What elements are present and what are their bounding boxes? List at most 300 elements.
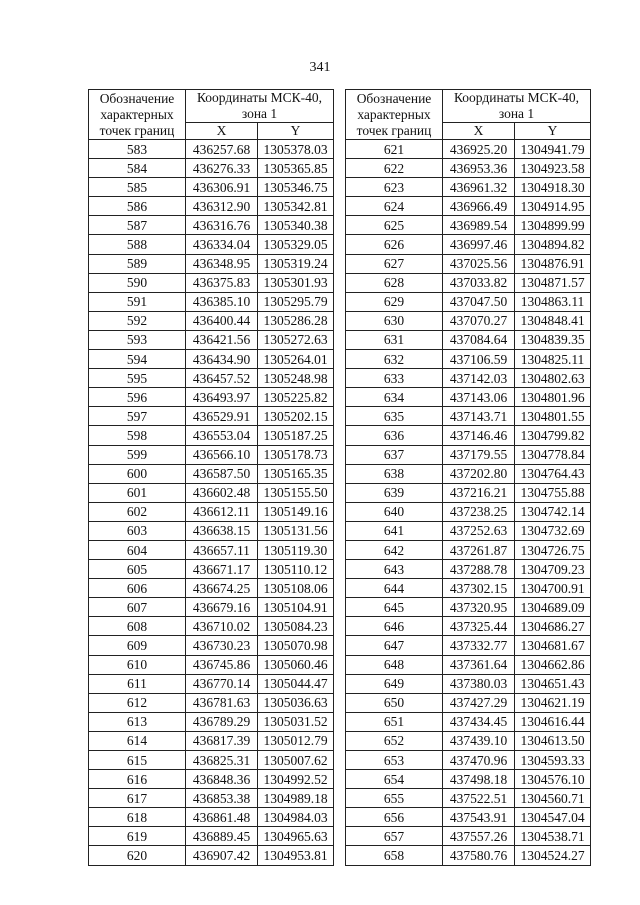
x-coordinate-cell: 437238.25 — [443, 502, 515, 521]
x-coordinate-cell: 436457.52 — [186, 369, 258, 388]
point-number-cell: 628 — [346, 273, 443, 292]
y-coordinate-cell: 1305272.63 — [258, 330, 334, 349]
y-coordinate-cell: 1305301.93 — [258, 273, 334, 292]
x-coordinate-cell: 437427.29 — [443, 693, 515, 712]
y-coordinate-cell: 1304894.82 — [515, 235, 591, 254]
table-row — [89, 464, 334, 483]
x-coordinate-cell: 437361.64 — [443, 655, 515, 674]
table-row — [346, 254, 591, 273]
y-coordinate-cell: 1304941.79 — [515, 140, 591, 159]
y-coordinate-cell: 1304914.95 — [515, 197, 591, 216]
point-number-cell: 622 — [346, 159, 443, 178]
table-row — [89, 254, 334, 273]
x-coordinate-cell: 437252.63 — [443, 521, 515, 540]
point-number-cell: 602 — [89, 502, 186, 521]
point-number-cell: 629 — [346, 292, 443, 311]
y-coordinate-cell: 1305119.30 — [258, 540, 334, 559]
x-coordinate-cell: 437580.76 — [443, 846, 515, 865]
y-coordinate-cell: 1304992.52 — [258, 770, 334, 789]
point-number-cell: 623 — [346, 178, 443, 197]
x-coordinate-cell: 436925.20 — [443, 140, 515, 159]
table-row — [89, 140, 334, 159]
point-number-cell: 584 — [89, 159, 186, 178]
point-number-cell: 583 — [89, 140, 186, 159]
point-number-cell: 607 — [89, 598, 186, 617]
x-coordinate-cell: 436385.10 — [186, 292, 258, 311]
y-coordinate-cell: 1304876.91 — [515, 254, 591, 273]
y-coordinate-cell: 1304899.99 — [515, 216, 591, 235]
x-coordinate-cell: 436961.32 — [443, 178, 515, 197]
x-coordinate-cell: 436861.48 — [186, 808, 258, 827]
x-coordinate-cell: 437142.03 — [443, 369, 515, 388]
table-row — [89, 292, 334, 311]
x-coordinate-cell: 436612.11 — [186, 502, 258, 521]
x-coordinate-cell: 436674.25 — [186, 579, 258, 598]
x-coordinate-cell: 437302.15 — [443, 579, 515, 598]
y-coordinate-cell: 1305319.24 — [258, 254, 334, 273]
table-row — [89, 770, 334, 789]
table-row — [346, 674, 591, 693]
table-row — [346, 579, 591, 598]
table-row — [346, 521, 591, 540]
coordinates-header: Координаты МСК-40, зона 1 — [186, 90, 334, 123]
point-number-cell: 593 — [89, 330, 186, 349]
point-number-cell: 598 — [89, 426, 186, 445]
x-coordinate-cell: 437179.55 — [443, 445, 515, 464]
point-number-cell: 646 — [346, 617, 443, 636]
y-coordinate-cell: 1305286.28 — [258, 311, 334, 330]
point-number-cell: 650 — [346, 693, 443, 712]
point-number-cell: 601 — [89, 483, 186, 502]
point-number-cell: 596 — [89, 388, 186, 407]
x-coordinate-cell: 436730.23 — [186, 636, 258, 655]
x-coordinate-cell: 436529.91 — [186, 407, 258, 426]
table-row — [89, 311, 334, 330]
table-row — [346, 445, 591, 464]
table-row — [346, 751, 591, 770]
table-row — [89, 846, 334, 865]
x-coordinate-cell: 436817.39 — [186, 731, 258, 750]
point-number-cell: 643 — [346, 560, 443, 579]
y-coordinate-cell: 1305346.75 — [258, 178, 334, 197]
y-coordinate-cell: 1304801.55 — [515, 407, 591, 426]
point-number-cell: 648 — [346, 655, 443, 674]
table-row — [89, 330, 334, 349]
y-coordinate-cell: 1304621.19 — [515, 693, 591, 712]
x-coordinate-cell: 436276.33 — [186, 159, 258, 178]
table-row — [89, 827, 334, 846]
point-number-cell: 651 — [346, 712, 443, 731]
table-row — [89, 751, 334, 770]
table-row — [89, 350, 334, 369]
x-coordinate-cell: 436602.48 — [186, 483, 258, 502]
point-designation-header: Обозначение характерных точек границ — [89, 90, 186, 140]
table-row — [89, 521, 334, 540]
table-row — [346, 311, 591, 330]
y-coordinate-cell: 1304923.58 — [515, 159, 591, 178]
y-coordinate-cell: 1305104.91 — [258, 598, 334, 617]
y-coordinate-cell: 1305149.16 — [258, 502, 334, 521]
x-coordinate-cell: 437470.96 — [443, 751, 515, 770]
table-row — [89, 216, 334, 235]
table-row — [346, 369, 591, 388]
point-number-cell: 626 — [346, 235, 443, 254]
point-number-cell: 617 — [89, 789, 186, 808]
table-row — [346, 483, 591, 502]
table-row — [89, 178, 334, 197]
y-coordinate-cell: 1305295.79 — [258, 292, 334, 311]
y-coordinate-cell: 1305084.23 — [258, 617, 334, 636]
table-row — [346, 655, 591, 674]
point-number-cell: 600 — [89, 464, 186, 483]
point-number-cell: 603 — [89, 521, 186, 540]
y-coordinate-cell: 1304681.67 — [515, 636, 591, 655]
y-coordinate-cell: 1304700.91 — [515, 579, 591, 598]
point-number-cell: 592 — [89, 311, 186, 330]
table-row — [89, 445, 334, 464]
y-coordinate-cell: 1305110.12 — [258, 560, 334, 579]
table-row — [346, 540, 591, 559]
table-row — [346, 197, 591, 216]
y-coordinate-cell: 1304732.69 — [515, 521, 591, 540]
point-number-cell: 619 — [89, 827, 186, 846]
x-coordinate-cell: 437070.27 — [443, 311, 515, 330]
table-row — [89, 540, 334, 559]
coordinates-table-left — [88, 89, 334, 866]
x-coordinate-cell: 436907.42 — [186, 846, 258, 865]
y-coordinate-cell: 1305060.46 — [258, 655, 334, 674]
y-coordinate-cell: 1304778.84 — [515, 445, 591, 464]
table-row — [346, 235, 591, 254]
point-number-cell: 624 — [346, 197, 443, 216]
point-number-cell: 657 — [346, 827, 443, 846]
x-coordinate-cell: 436316.76 — [186, 216, 258, 235]
y-coordinate-cell: 1304989.18 — [258, 789, 334, 808]
coordinates-table-right — [345, 89, 591, 866]
y-coordinate-cell: 1305340.38 — [258, 216, 334, 235]
x-coordinate-cell: 437439.10 — [443, 731, 515, 750]
table-row — [89, 273, 334, 292]
y-coordinate-cell: 1304726.75 — [515, 540, 591, 559]
point-number-cell: 632 — [346, 350, 443, 369]
table-row — [346, 388, 591, 407]
x-coordinate-cell: 437084.64 — [443, 330, 515, 349]
x-coordinate-cell: 437202.80 — [443, 464, 515, 483]
x-coordinate-cell: 436789.29 — [186, 712, 258, 731]
y-coordinate-cell: 1305178.73 — [258, 445, 334, 464]
table-row — [89, 483, 334, 502]
x-coordinate-cell: 436989.54 — [443, 216, 515, 235]
y-coordinate-cell: 1305225.82 — [258, 388, 334, 407]
x-coordinate-cell: 436638.15 — [186, 521, 258, 540]
table-row — [346, 617, 591, 636]
x-coordinate-cell: 436421.56 — [186, 330, 258, 349]
point-number-cell: 586 — [89, 197, 186, 216]
table-row — [89, 159, 334, 178]
y-header: Y — [258, 123, 334, 140]
x-coordinate-cell: 437320.95 — [443, 598, 515, 617]
y-coordinate-cell: 1305108.06 — [258, 579, 334, 598]
table-row — [346, 140, 591, 159]
x-coordinate-cell: 436334.04 — [186, 235, 258, 254]
y-coordinate-cell: 1304709.23 — [515, 560, 591, 579]
x-coordinate-cell: 437261.87 — [443, 540, 515, 559]
table-row — [89, 598, 334, 617]
x-coordinate-cell: 436770.14 — [186, 674, 258, 693]
table-row — [89, 197, 334, 216]
point-number-cell: 644 — [346, 579, 443, 598]
y-coordinate-cell: 1304918.30 — [515, 178, 591, 197]
y-coordinate-cell: 1304616.44 — [515, 712, 591, 731]
point-number-cell: 585 — [89, 178, 186, 197]
y-coordinate-cell: 1305365.85 — [258, 159, 334, 178]
y-coordinate-cell: 1304755.88 — [515, 483, 591, 502]
y-coordinate-cell: 1304848.41 — [515, 311, 591, 330]
table-row — [346, 216, 591, 235]
y-coordinate-cell: 1305044.47 — [258, 674, 334, 693]
y-coordinate-cell: 1305187.25 — [258, 426, 334, 445]
x-coordinate-cell: 436745.86 — [186, 655, 258, 674]
table-row — [89, 579, 334, 598]
x-coordinate-cell: 437047.50 — [443, 292, 515, 311]
point-number-cell: 639 — [346, 483, 443, 502]
point-number-cell: 588 — [89, 235, 186, 254]
table-row — [89, 617, 334, 636]
table-row — [346, 407, 591, 426]
point-number-cell: 591 — [89, 292, 186, 311]
point-number-cell: 611 — [89, 674, 186, 693]
x-coordinate-cell: 437332.77 — [443, 636, 515, 655]
point-number-cell: 616 — [89, 770, 186, 789]
x-coordinate-cell: 436434.90 — [186, 350, 258, 369]
table-row — [346, 808, 591, 827]
x-coordinate-cell: 437498.18 — [443, 770, 515, 789]
x-coordinate-cell: 436566.10 — [186, 445, 258, 464]
y-coordinate-cell: 1305012.79 — [258, 731, 334, 750]
point-number-cell: 621 — [346, 140, 443, 159]
point-number-cell: 637 — [346, 445, 443, 464]
point-number-cell: 631 — [346, 330, 443, 349]
point-number-cell: 645 — [346, 598, 443, 617]
x-coordinate-cell: 437434.45 — [443, 712, 515, 731]
table-row — [89, 674, 334, 693]
table-row — [89, 731, 334, 750]
point-number-cell: 656 — [346, 808, 443, 827]
table-body-left — [89, 140, 334, 866]
x-coordinate-cell: 436953.36 — [443, 159, 515, 178]
point-number-cell: 620 — [89, 846, 186, 865]
x-coordinate-cell: 437146.46 — [443, 426, 515, 445]
x-coordinate-cell: 436966.49 — [443, 197, 515, 216]
y-coordinate-cell: 1304802.63 — [515, 369, 591, 388]
point-number-cell: 606 — [89, 579, 186, 598]
x-header: X — [186, 123, 258, 140]
y-coordinate-cell: 1304871.57 — [515, 273, 591, 292]
point-number-cell: 649 — [346, 674, 443, 693]
table-row — [346, 731, 591, 750]
x-header: X — [443, 123, 515, 140]
x-coordinate-cell: 437033.82 — [443, 273, 515, 292]
y-coordinate-cell: 1305036.63 — [258, 693, 334, 712]
point-number-cell: 587 — [89, 216, 186, 235]
x-coordinate-cell: 436657.11 — [186, 540, 258, 559]
table-row — [89, 560, 334, 579]
x-coordinate-cell: 436679.16 — [186, 598, 258, 617]
y-coordinate-cell: 1304965.63 — [258, 827, 334, 846]
point-number-cell: 634 — [346, 388, 443, 407]
y-coordinate-cell: 1305202.15 — [258, 407, 334, 426]
point-number-cell: 614 — [89, 731, 186, 750]
x-coordinate-cell: 437216.21 — [443, 483, 515, 502]
table-row — [346, 827, 591, 846]
y-coordinate-cell: 1305165.35 — [258, 464, 334, 483]
table-row — [346, 426, 591, 445]
x-coordinate-cell: 436493.97 — [186, 388, 258, 407]
point-number-cell: 595 — [89, 369, 186, 388]
table-body-right — [346, 140, 591, 866]
point-number-cell: 605 — [89, 560, 186, 579]
point-number-cell: 654 — [346, 770, 443, 789]
y-coordinate-cell: 1305155.50 — [258, 483, 334, 502]
x-coordinate-cell: 436553.04 — [186, 426, 258, 445]
table-row — [89, 789, 334, 808]
point-number-cell: 594 — [89, 350, 186, 369]
table-row — [346, 560, 591, 579]
table-row — [89, 388, 334, 407]
point-number-cell: 636 — [346, 426, 443, 445]
y-coordinate-cell: 1304524.27 — [515, 846, 591, 865]
y-coordinate-cell: 1304593.33 — [515, 751, 591, 770]
y-coordinate-cell: 1305031.52 — [258, 712, 334, 731]
y-coordinate-cell: 1305007.62 — [258, 751, 334, 770]
x-coordinate-cell: 437143.71 — [443, 407, 515, 426]
y-coordinate-cell: 1304801.96 — [515, 388, 591, 407]
point-number-cell: 613 — [89, 712, 186, 731]
x-coordinate-cell: 436587.50 — [186, 464, 258, 483]
table-row — [346, 330, 591, 349]
y-coordinate-cell: 1304662.86 — [515, 655, 591, 674]
table-row — [89, 235, 334, 254]
point-number-cell: 640 — [346, 502, 443, 521]
point-number-cell: 589 — [89, 254, 186, 273]
x-coordinate-cell: 436257.68 — [186, 140, 258, 159]
y-coordinate-cell: 1304547.04 — [515, 808, 591, 827]
coordinates-header: Координаты МСК-40, зона 1 — [443, 90, 591, 123]
y-coordinate-cell: 1304953.81 — [258, 846, 334, 865]
point-number-cell: 609 — [89, 636, 186, 655]
y-coordinate-cell: 1305248.98 — [258, 369, 334, 388]
y-coordinate-cell: 1305378.03 — [258, 140, 334, 159]
x-coordinate-cell: 437325.44 — [443, 617, 515, 636]
point-number-cell: 612 — [89, 693, 186, 712]
y-header: Y — [515, 123, 591, 140]
y-coordinate-cell: 1304825.11 — [515, 350, 591, 369]
y-coordinate-cell: 1304538.71 — [515, 827, 591, 846]
y-coordinate-cell: 1304984.03 — [258, 808, 334, 827]
x-coordinate-cell: 436375.83 — [186, 273, 258, 292]
y-coordinate-cell: 1304686.27 — [515, 617, 591, 636]
table-row — [89, 808, 334, 827]
page-number: 341 — [309, 60, 331, 75]
y-coordinate-cell: 1304764.43 — [515, 464, 591, 483]
table-row — [89, 712, 334, 731]
y-coordinate-cell: 1304742.14 — [515, 502, 591, 521]
y-coordinate-cell: 1304613.50 — [515, 731, 591, 750]
point-number-cell: 615 — [89, 751, 186, 770]
y-coordinate-cell: 1304651.43 — [515, 674, 591, 693]
x-coordinate-cell: 437288.78 — [443, 560, 515, 579]
table-row — [346, 846, 591, 865]
y-coordinate-cell: 1304863.11 — [515, 292, 591, 311]
y-coordinate-cell: 1304560.71 — [515, 789, 591, 808]
y-coordinate-cell: 1304576.10 — [515, 770, 591, 789]
table-row — [346, 292, 591, 311]
x-coordinate-cell: 436825.31 — [186, 751, 258, 770]
table-row — [89, 655, 334, 674]
point-number-cell: 625 — [346, 216, 443, 235]
point-number-cell: 610 — [89, 655, 186, 674]
x-coordinate-cell: 436853.38 — [186, 789, 258, 808]
x-coordinate-cell: 436400.44 — [186, 311, 258, 330]
point-number-cell: 618 — [89, 808, 186, 827]
x-coordinate-cell: 436306.91 — [186, 178, 258, 197]
table-row — [346, 502, 591, 521]
table-row — [89, 426, 334, 445]
x-coordinate-cell: 436671.17 — [186, 560, 258, 579]
table-row — [346, 159, 591, 178]
x-coordinate-cell: 437522.51 — [443, 789, 515, 808]
table-row — [346, 178, 591, 197]
y-coordinate-cell: 1304799.82 — [515, 426, 591, 445]
point-number-cell: 599 — [89, 445, 186, 464]
table-row — [346, 712, 591, 731]
y-coordinate-cell: 1305070.98 — [258, 636, 334, 655]
y-coordinate-cell: 1305329.05 — [258, 235, 334, 254]
point-number-cell: 641 — [346, 521, 443, 540]
point-number-cell: 604 — [89, 540, 186, 559]
point-number-cell: 630 — [346, 311, 443, 330]
x-coordinate-cell: 436889.45 — [186, 827, 258, 846]
point-number-cell: 597 — [89, 407, 186, 426]
point-number-cell: 655 — [346, 789, 443, 808]
y-coordinate-cell: 1305342.81 — [258, 197, 334, 216]
x-coordinate-cell: 436781.63 — [186, 693, 258, 712]
point-number-cell: 652 — [346, 731, 443, 750]
table-row — [89, 407, 334, 426]
point-number-cell: 633 — [346, 369, 443, 388]
x-coordinate-cell: 437106.59 — [443, 350, 515, 369]
table-row — [346, 598, 591, 617]
table-row — [346, 693, 591, 712]
x-coordinate-cell: 436710.02 — [186, 617, 258, 636]
point-number-cell: 642 — [346, 540, 443, 559]
x-coordinate-cell: 436312.90 — [186, 197, 258, 216]
x-coordinate-cell: 437025.56 — [443, 254, 515, 273]
point-number-cell: 638 — [346, 464, 443, 483]
table-row — [89, 369, 334, 388]
x-coordinate-cell: 437380.03 — [443, 674, 515, 693]
point-number-cell: 647 — [346, 636, 443, 655]
x-coordinate-cell: 436848.36 — [186, 770, 258, 789]
table-row — [346, 770, 591, 789]
table-row — [346, 273, 591, 292]
table-row — [346, 350, 591, 369]
x-coordinate-cell: 436997.46 — [443, 235, 515, 254]
x-coordinate-cell: 437543.91 — [443, 808, 515, 827]
y-coordinate-cell: 1305264.01 — [258, 350, 334, 369]
table-row — [89, 502, 334, 521]
x-coordinate-cell: 437143.06 — [443, 388, 515, 407]
